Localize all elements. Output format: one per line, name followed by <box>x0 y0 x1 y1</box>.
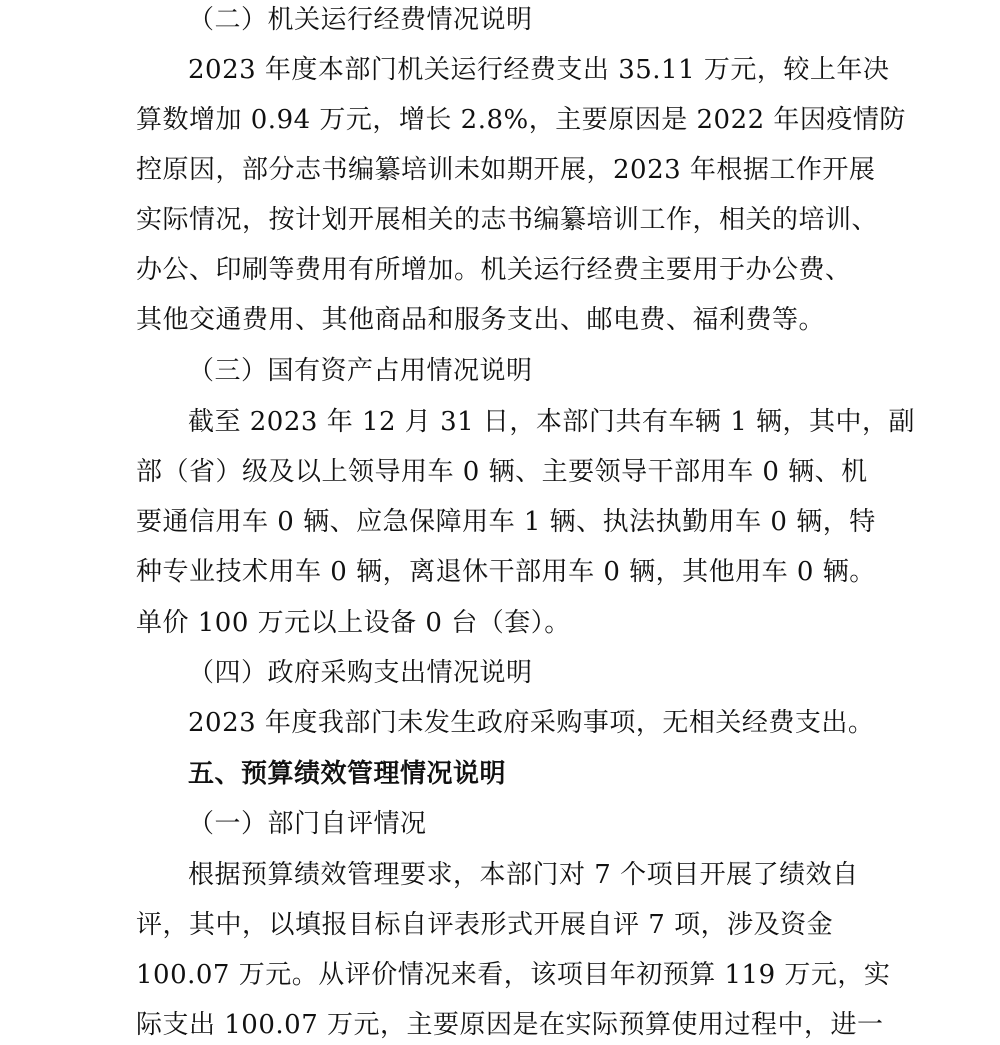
paragraph-line: 算数增加 0.94 万元，增长 2.8%，主要原因是 2022 年因疫情防 <box>136 105 906 135</box>
paragraph-line: 际支出 100.07 万元，主要原因是在实际预算使用过程中，进一 <box>136 1010 884 1040</box>
paragraph-line: 要通信用车 0 辆、应急保障用车 1 辆、执法执勤用车 0 辆，特 <box>136 507 876 537</box>
paragraph-line: 其他交通费用、其他商品和服务支出、邮电费、福利费等。 <box>136 305 826 335</box>
section-heading-self-evaluation: （一）部门自评情况 <box>188 809 427 839</box>
major-heading-budget-performance: 五、预算绩效管理情况说明 <box>188 759 507 789</box>
section-heading-state-assets: （三）国有资产占用情况说明 <box>188 356 533 386</box>
paragraph-line: 办公、印刷等费用有所增加。机关运行经费主要用于办公费、 <box>136 255 852 285</box>
paragraph-line: 评，其中，以填报目标自评表形式开展自评 7 项，涉及资金 <box>136 910 834 940</box>
paragraph-line: 控原因，部分志书编纂培训未如期开展，2023 年根据工作开展 <box>136 155 876 185</box>
paragraph-line: 单价 100 万元以上设备 0 台（套）。 <box>136 608 571 638</box>
paragraph-line: 种专业技术用车 0 辆，离退休干部用车 0 辆，其他用车 0 辆。 <box>136 557 876 587</box>
paragraph-line: 截至 2023 年 12 月 31 日，本部门共有车辆 1 辆，其中，副 <box>188 407 915 437</box>
paragraph-line: 部（省）级及以上领导用车 0 辆、主要领导干部用车 0 辆、机 <box>136 457 868 487</box>
paragraph-line: 2023 年度本部门机关运行经费支出 35.11 万元，较上年决 <box>188 55 890 85</box>
section-heading-operating-expenses: （二）机关运行经费情况说明 <box>188 5 533 35</box>
paragraph-line: 实际情况，按计划开展相关的志书编纂培训工作，相关的培训、 <box>136 205 879 235</box>
paragraph-line: 100.07 万元。从评价情况来看，该项目年初预算 119 万元，实 <box>136 960 891 990</box>
paragraph-line: 根据预算绩效管理要求，本部门对 7 个项目开展了绩效自 <box>188 860 859 890</box>
paragraph-line: 2023 年度我部门未发生政府采购事项，无相关经费支出。 <box>188 708 875 738</box>
section-heading-government-procurement: （四）政府采购支出情况说明 <box>188 658 533 688</box>
